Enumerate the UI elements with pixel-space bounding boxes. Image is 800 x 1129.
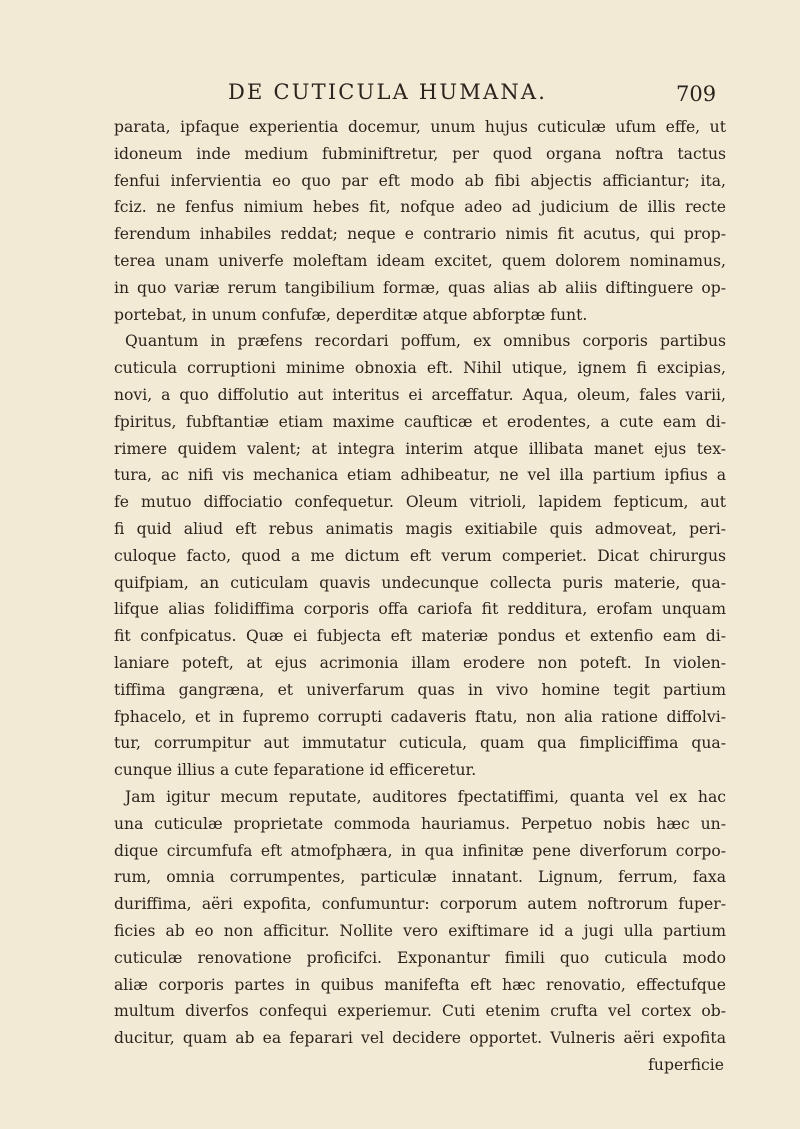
text-line: cunque illius a cute feparatione id efficeretur. [114, 761, 477, 780]
text-line: ficies ab eo non afficitur. Nollite vero exiftimare id a jugi ulla partium [114, 921, 726, 940]
text-line: in quo variæ rerum tangibilium formæ, quas alias ab aliis diftinguere op- [114, 278, 726, 297]
text-line: idoneum inde medium fubminiftretur, per quod organa noftra tactus [114, 144, 726, 163]
text-line: quifpiam, an cuticulam quavis undecunque collecta puris materie, qua- [114, 573, 726, 592]
body-text [114, 114, 726, 1079]
text-line: fi quid aliud eft rebus animatis magis exitiabile quis admoveat, peri- [114, 519, 726, 538]
text-line: cuticulæ renovatione proficifci. Exponantur fimili quo cuticula modo [114, 948, 726, 967]
text-line: novi, a quo diffolutio aut interitus ei arceffatur. Aqua, oleum, fales varii, [114, 385, 726, 404]
text-line: laniare poteft, at ejus acrimonia illam erodere non poteft. In violen- [114, 653, 726, 672]
text-line: fphacelo, et in fupremo corrupti cadaveris ftatu, non alia ratione diffolvi- [114, 707, 726, 726]
text-line: duriffima, aëri expofita, confumuntur: corporum autem noftrorum fuper- [114, 895, 726, 914]
text-line: rum, omnia corrumpentes, particulæ innatant. Lignum, ferrum, faxa [114, 868, 726, 887]
text-line: ducitur, quam ab ea feparari vel decidere opportet. Vulneris aëri expofita [114, 1029, 726, 1048]
text-line: portebat, in unum confufæ, deperditæ atque abforptæ funt. [114, 305, 588, 324]
text-line: aliæ corporis partes in quibus manifefta eft hæc renovatio, effectufque [114, 975, 726, 994]
text-line: fit confpicatus. Quæ ei fubjecta eft materiæ pondus et extenfio eam di- [114, 627, 726, 646]
text-line: Quantum in præfens recordari poffum, ex omnibus corporis partibus [125, 332, 726, 351]
text-line: fpiritus, fubftantiæ etiam maxime caufticæ et erodentes, a cute eam di- [114, 412, 726, 431]
text-line: lifque alias folidiffima corporis offa cariofa fit redditura, erofam unquam [114, 600, 726, 619]
text-line: fe mutuo diffociatio confequetur. Oleum vitrioli, lapidem fepticum, aut [114, 493, 726, 512]
text-line: multum diverfos confequi experiemur. Cuti etenim crufta vel cortex ob- [114, 1002, 726, 1021]
text-line: culoque facto, quod a me dictum eft verum comperiet. Dicat chirurgus [114, 546, 726, 565]
text-line: terea unam univerfe moleftam ideam excitet, quem dolorem nominamus, [114, 251, 726, 270]
text-line: parata, ipfaque experientia docemur, unum hujus cuticulæ ufum effe, ut [114, 118, 726, 136]
text-line: una cuticulæ proprietate commoda hauriamus. Perpetuo nobis hæc un- [114, 814, 726, 833]
catchword: fuperficie [648, 1055, 724, 1074]
running-title: DE CUTICULA HUMANA. [228, 80, 548, 104]
text-line: cuticula corruptioni minime obnoxia eft. Nihil utique, ignem fi excipias, [114, 359, 726, 378]
text-line: ferendum inhabiles reddat; neque e contrario nimis fit acutus, qui prop- [114, 225, 726, 244]
text-line: fenfui infervientia eo quo par eft modo ab fibi abjectis afficiantur; ita, [114, 171, 726, 190]
text-line: tura, ac nifi vis mechanica etiam adhibeatur, ne vel illa partium ipfius a [114, 466, 726, 485]
page-number: 709 [676, 82, 717, 106]
running-head [0, 80, 800, 108]
text-line: fciz. ne fenfus nimium hebes fit, nofque adeo ad judicium de illis recte [114, 198, 726, 217]
text-line: tur, corrumpitur aut immutatur cuticula, quam qua fimpliciffima qua- [114, 734, 726, 753]
text-line: tiffima gangræna, et univerfarum quas in vivo homine tegit partium [114, 680, 726, 699]
text-line: Jam igitur mecum reputate, auditores fpectatiffimi, quanta vel ex hac [125, 787, 726, 806]
text-line: dique circumfufa eft atmofphæra, in qua infinitæ pene diverforum corpo- [114, 841, 726, 860]
text-line: rimere quidem valent; at integra interim atque illibata manet ejus tex- [114, 439, 726, 458]
